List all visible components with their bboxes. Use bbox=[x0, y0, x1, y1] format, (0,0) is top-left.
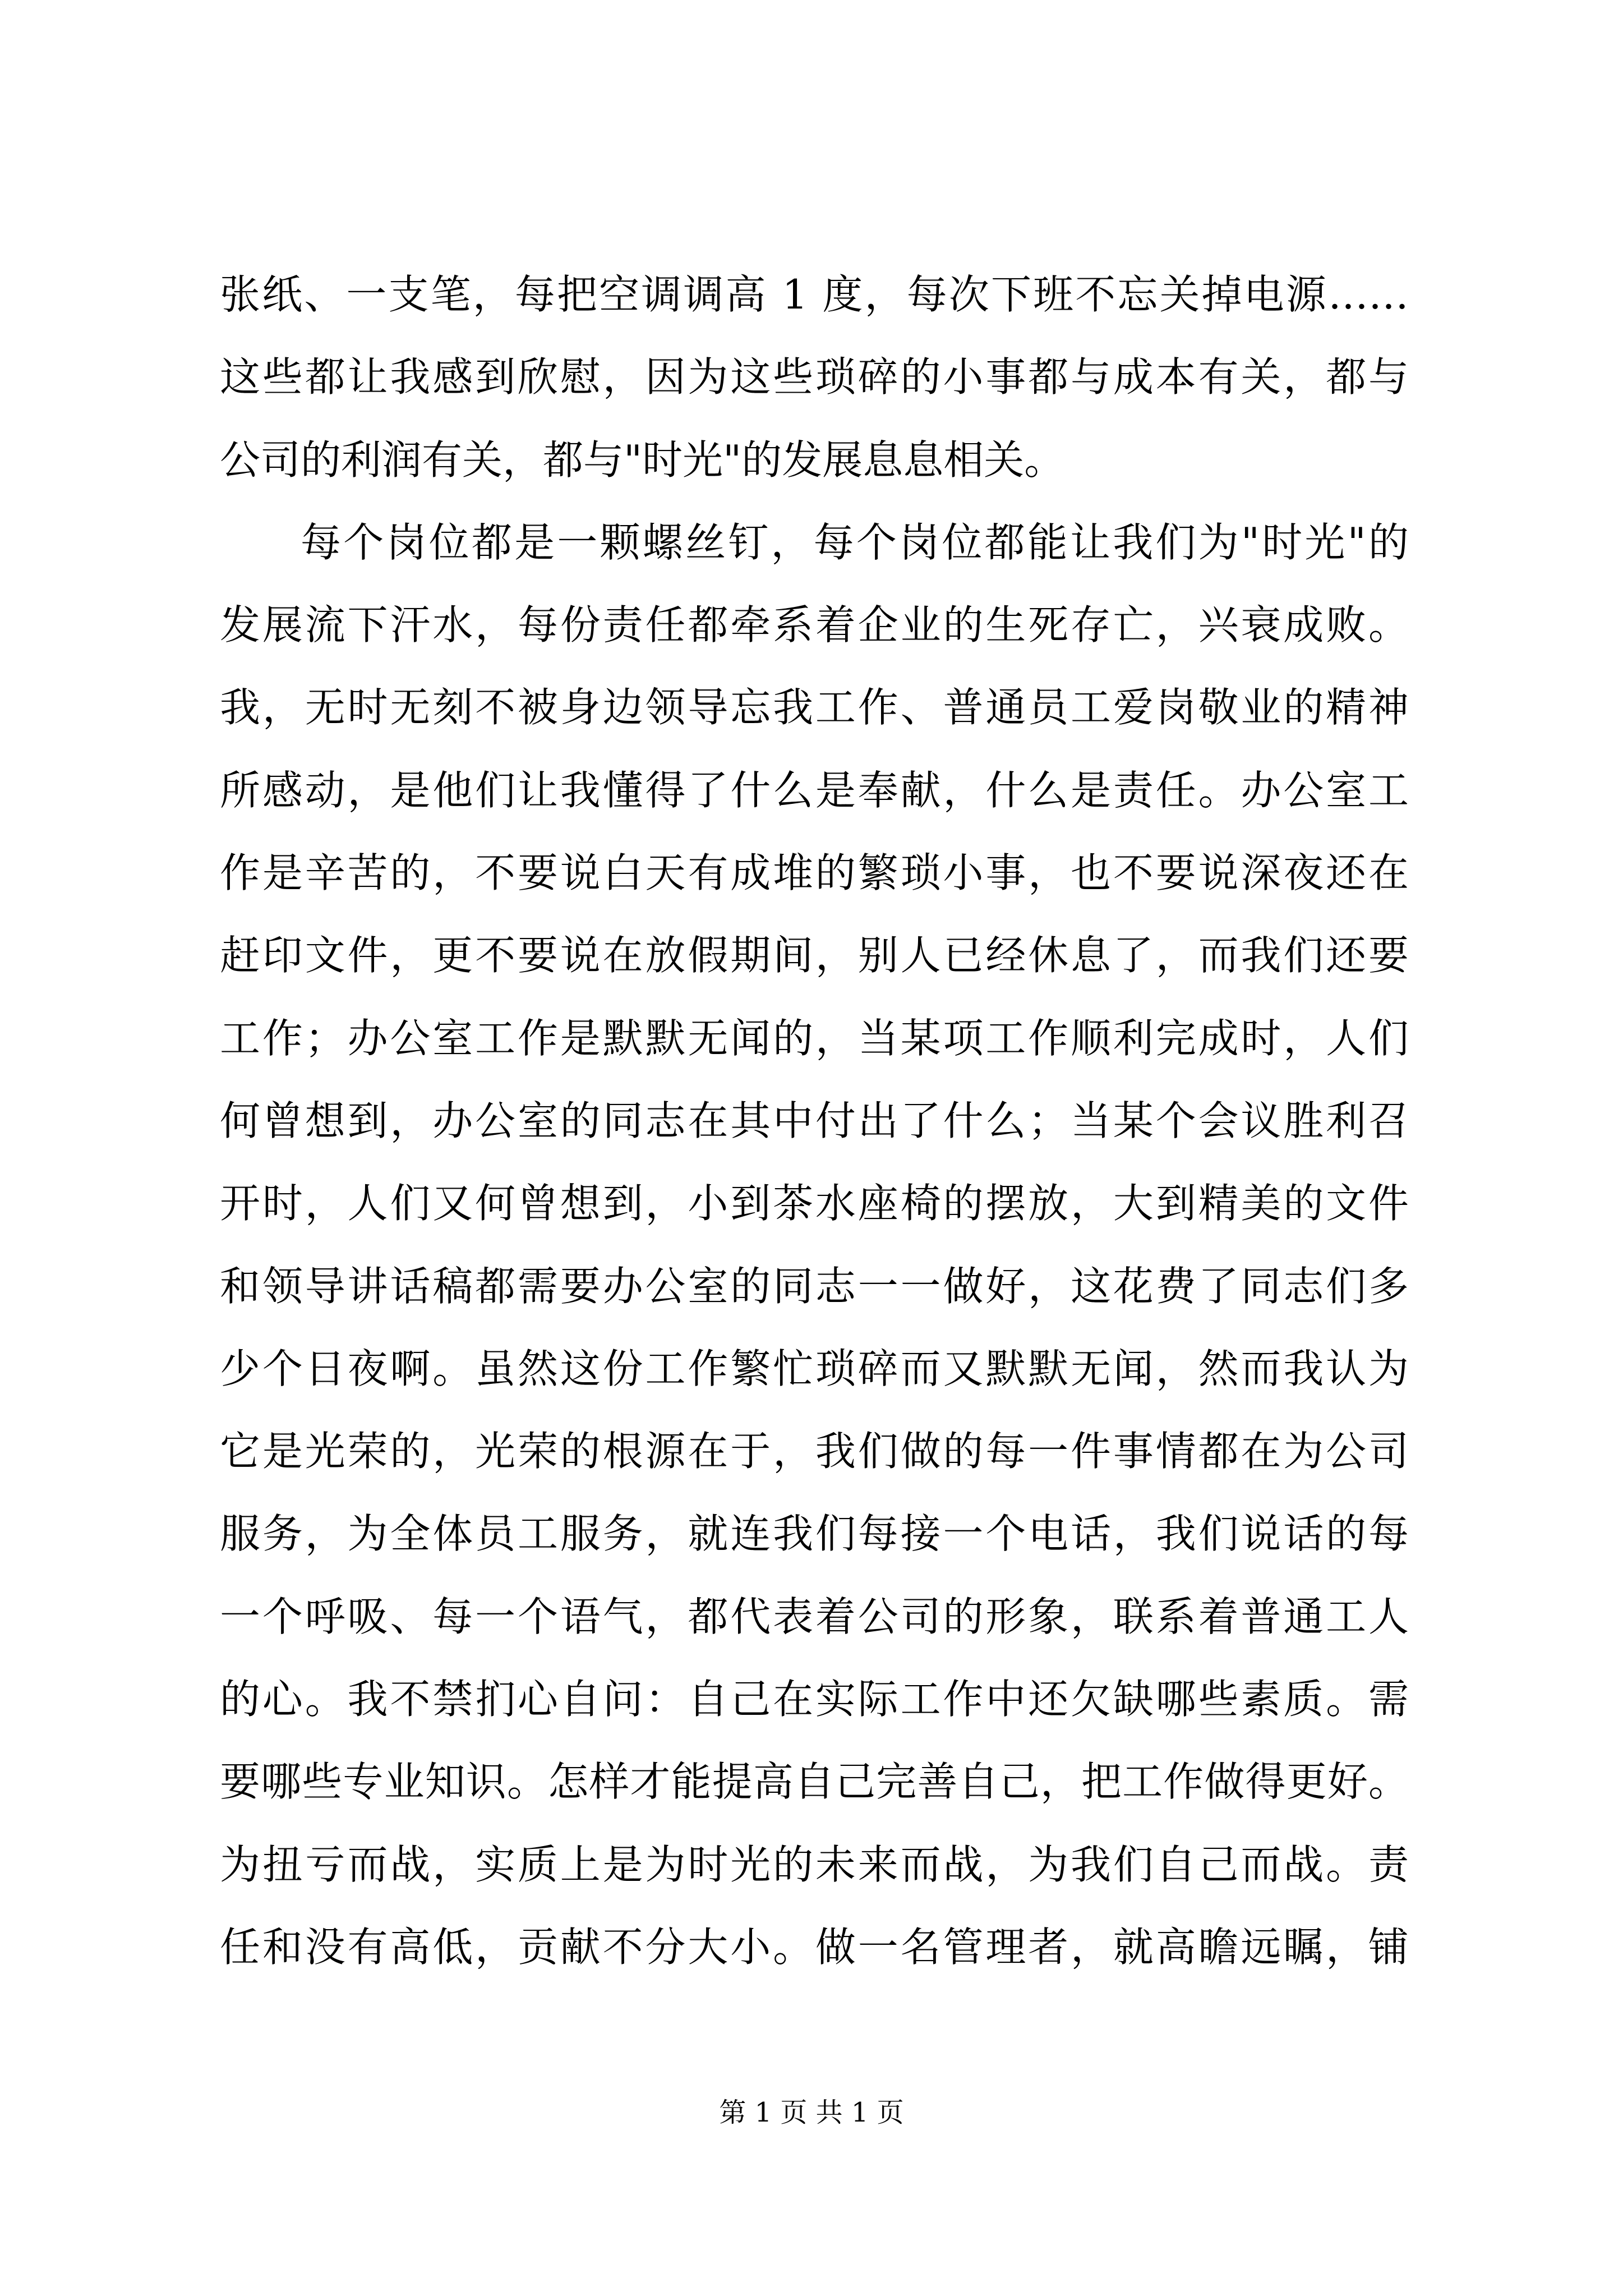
text-line: 张纸、一支笔，每把空调调高 1 度，每次下班不忘关掉电源…… bbox=[220, 271, 1409, 318]
text-line: 开时，人们又何曾想到，小到茶水座椅的摆放，大到精美的文件 bbox=[220, 1180, 1409, 1227]
text-line: 和领导讲话稿都需要办公室的同志一一做好，这花费了同志们多 bbox=[220, 1262, 1409, 1310]
text-line: 我，无时无刻不被身边领导忘我工作、普通员工爱岗敬业的精神 bbox=[220, 684, 1409, 731]
text-line: 为扭亏而战，实质上是为时光的未来而战，为我们自己而战。责 bbox=[220, 1841, 1409, 1888]
text-line: 少个日夜啊。虽然这份工作繁忙琐碎而又默默无闻，然而我认为 bbox=[220, 1345, 1409, 1392]
text-line: 所感动，是他们让我懂得了什么是奉献，什么是责任。办公室工 bbox=[220, 766, 1409, 814]
text-line: 任和没有高低，贡献不分大小。做一名管理者，就高瞻远瞩，铺 bbox=[220, 1923, 1409, 1971]
page-footer bbox=[0, 2096, 1623, 2129]
document-body bbox=[220, 254, 1409, 1989]
text-line: 一个呼吸、每一个语气，都代表着公司的形象，联系着普通工人 bbox=[220, 1593, 1409, 1640]
paragraph-first-line: 每个岗位都是一颗螺丝钉，每个岗位都能让我们为"时光"的 bbox=[301, 518, 1409, 566]
text-line: 作是辛苦的，不要说白天有成堆的繁琐小事，也不要说深夜还在 bbox=[220, 849, 1409, 897]
text-line: 工作；办公室工作是默默无闻的，当某项工作顺利完成时，人们 bbox=[220, 1014, 1409, 1062]
text-line: 这些都让我感到欣慰，因为这些琐碎的小事都与成本有关，都与 bbox=[220, 353, 1409, 401]
page-number-label: 第 1 页 共 1 页 bbox=[719, 2097, 904, 2128]
text-line: 要哪些专业知识。怎样才能提高自己完善自己，把工作做得更好。 bbox=[220, 1758, 1409, 1806]
text-line: 发展流下汗水，每份责任都牵系着企业的生死存亡，兴衰成败。 bbox=[220, 601, 1409, 649]
text-line: 服务，为全体员工服务，就连我们每接一个电话，我们说话的每 bbox=[220, 1510, 1409, 1558]
text-line: 何曾想到，办公室的同志在其中付出了什么；当某个会议胜利召 bbox=[220, 1097, 1409, 1144]
text-line: 公司的利润有关，都与"时光"的发展息息相关。 bbox=[220, 436, 1065, 484]
text-line: 赶印文件，更不要说在放假期间，别人已经休息了，而我们还要 bbox=[220, 932, 1409, 979]
text-line: 的心。我不禁扪心自问：自己在实际工作中还欠缺哪些素质。需 bbox=[220, 1676, 1409, 1723]
text-line: 它是光荣的，光荣的根源在于，我们做的每一件事情都在为公司 bbox=[220, 1428, 1409, 1475]
